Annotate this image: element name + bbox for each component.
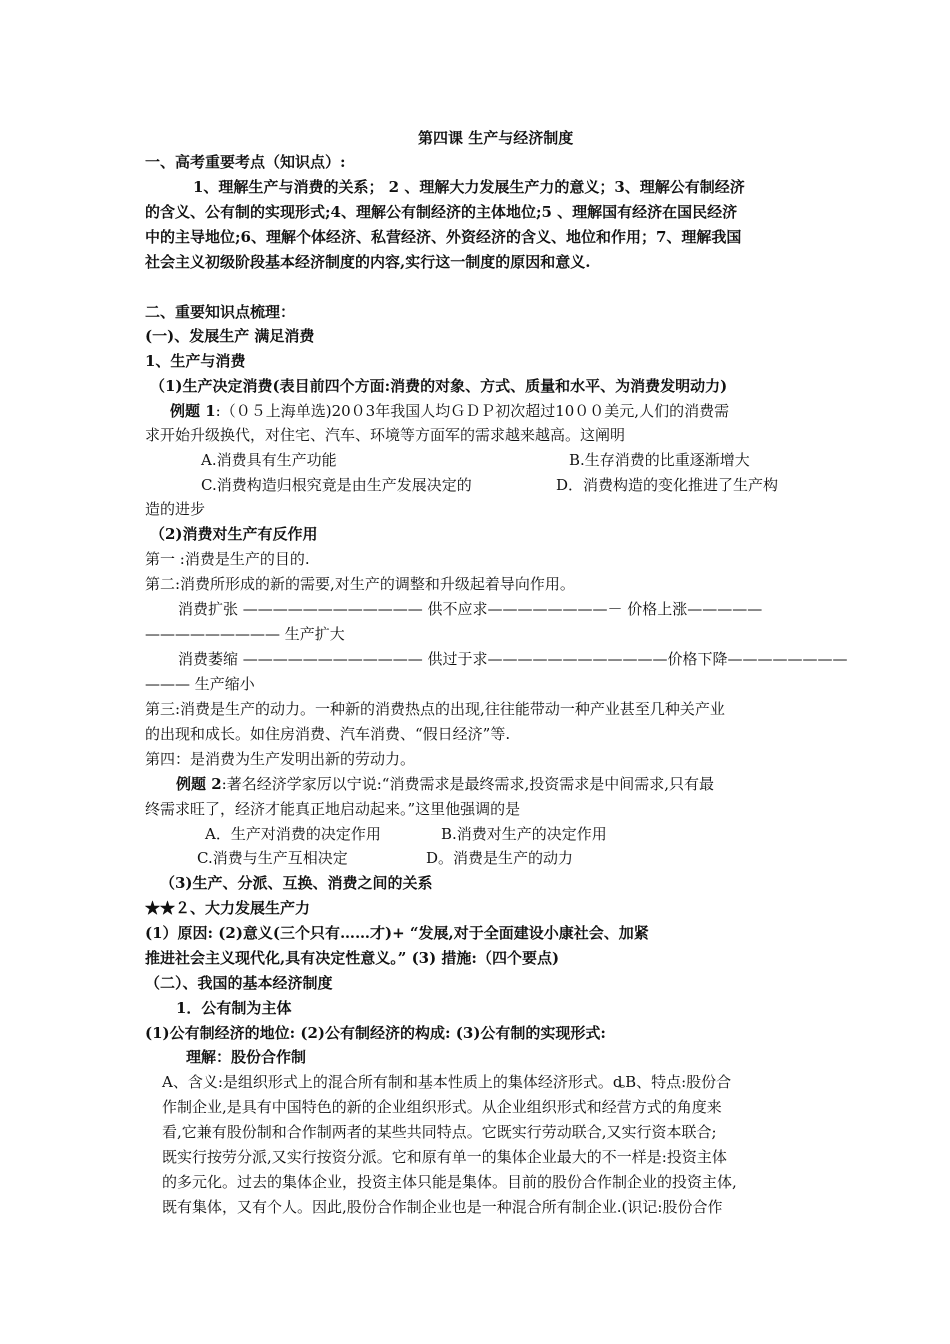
option-d-continued: 造的进步 — [145, 500, 206, 518]
flow-chain: 消费萎缩 ———————————— 供过于求————————————价格下降———————— — [178, 650, 848, 668]
example-text: :著名经济学家厉以宁说:“消费需求是最终需求,投资需求是中间需求,只有最 — [221, 775, 714, 793]
example-label: 例题 1 — [170, 402, 216, 420]
paragraph-line: 的出现和成长。如住房消费、汽车消费、“假日经济”等. — [145, 725, 511, 743]
example-question-line — [176, 773, 714, 795]
topic-point: （2)消费对生产有反作用 — [150, 525, 318, 543]
paragraph-line: 第三:消费是生产的动力。一种新的消费热点的出现,往往能带动一种产业甚至几种关产业 — [145, 700, 725, 718]
section-heading: 二、重要知识点梳理： — [145, 303, 296, 321]
example-question-line: 求开始升级换代，对住宅、汽车、环境等方面军的需求越来越高。这阐明 — [145, 426, 626, 444]
example-label: 例题 2 — [176, 775, 222, 793]
paragraph-line: 1、理解生产与消费的关系； 2 、理解大力发展生产力的意义；3、理解公有制经济 — [193, 178, 745, 196]
topic-point: 推进社会主义现代化,具有决定性意义。” (3) 措施:（四个要点) — [145, 949, 560, 967]
paragraph-line: 既有集体，又有个人。因此,股份合作制企业也是一种混合所有制企业.(识记:股份合作 — [162, 1198, 723, 1216]
topic-point: （1)生产决定消费(表目前四个方面:消费的对象、方式、质量和水平、为消费发明动力) — [150, 377, 728, 395]
flow-chain: ————————— 生产扩大 — [145, 625, 345, 643]
topic-point: (1)公有制经济的地位: (2)公有制经济的构成: (3)公有制的实现形式: — [145, 1024, 606, 1042]
flow-chain: 消费扩张 ———————————— 供不应求————————－ 价格上涨————— — [178, 600, 763, 618]
option-a: A．生产对消费的决定作用 — [205, 825, 381, 843]
subsection-heading: （二）、我国的基本经济制度 — [145, 974, 333, 992]
option-d: D．消费构造的变化推进了生产构 — [556, 476, 779, 494]
example-question-line — [170, 400, 729, 422]
subsection-heading: (一)、发展生产 满足消费 — [145, 327, 315, 345]
topic-point: （3)生产、分派、互换、消费之间的关系 — [160, 874, 433, 892]
paragraph-line: 第一 :消费是生产的目的. — [145, 550, 310, 568]
topic-heading: 1、生产与消费 — [145, 352, 246, 370]
option-b: B.生存消费的比重逐渐增大 — [569, 451, 750, 469]
paragraph-line: 的含义、公有制的实现形式;4、理解公有制经济的主体地位;5 、理解国有经济在国民经济 — [145, 203, 738, 221]
topic-point: (1）原因: (2)意义(三个只有……才)+ “发展,对于全面建设小康社会、加紧 — [145, 924, 649, 942]
option-c: C.消费构造归根究竟是由生产发展决定的 — [201, 476, 472, 494]
paragraph-line: 看,它兼有股份制和合作制两者的某些共同特点。它既实行劳动联合,又实行资本联合; — [162, 1123, 717, 1141]
section-heading: 一、高考重要考点（知识点）: — [145, 153, 346, 171]
paragraph-line: 第四：是消费为生产发明出新的劳动力。 — [145, 750, 416, 768]
paragraph-line: 社会主义初级阶段基本经济制度的内容,实行这一制度的原因和意义. — [145, 253, 591, 271]
paragraph-line: 第二:消费所形成的新的需要,对生产的调整和升级起着导向作用。 — [145, 575, 575, 593]
paragraph-line: 的多元化。过去的集体企业，投资主体只能是集体。目前的股份合作制企业的投资主体, — [162, 1173, 737, 1191]
page-title: 第四课 生产与经济制度 — [418, 129, 574, 147]
flow-chain: ——— 生产缩小 — [145, 675, 255, 693]
option-b: B.消费对生产的决定作用 — [441, 825, 607, 843]
paragraph-line: A、含义:是组织形式上的混合所有制和基本性质上的集体经济形式。ȡB、特点:股份合 — [162, 1073, 732, 1091]
paragraph-line: 中的主导地位;6、理解个体经济、私营经济、外资经济的含义、地位和作用；7、理解我国 — [145, 228, 742, 246]
topic-point: 理解：股份合作制 — [186, 1048, 307, 1066]
example-text: :（０５上海单选)20０3年我国人均ＧＤＰ初次超过10００美元,人们的消费需 — [215, 402, 730, 420]
topic-heading: 1．公有制为主体 — [176, 999, 292, 1017]
option-c: C.消费与生产互相决定 — [197, 849, 348, 867]
option-d: D。消费是生产的动力 — [426, 849, 574, 867]
paragraph-line: 既实行按劳分派,又实行按资分派。它和原有单一的集体企业最大的不一样是:投资主体 — [162, 1148, 727, 1166]
paragraph-line: 作制企业,是具有中国特色的新的企业组织形式。从企业组织形式和经营方式的角度来 — [162, 1098, 722, 1116]
topic-heading: ★★２、大力发展生产力 — [145, 899, 311, 917]
example-question-line: 终需求旺了，经济才能真正地启动起来。”这里他强调的是 — [145, 800, 521, 818]
option-a: A.消费具有生产功能 — [201, 451, 337, 469]
